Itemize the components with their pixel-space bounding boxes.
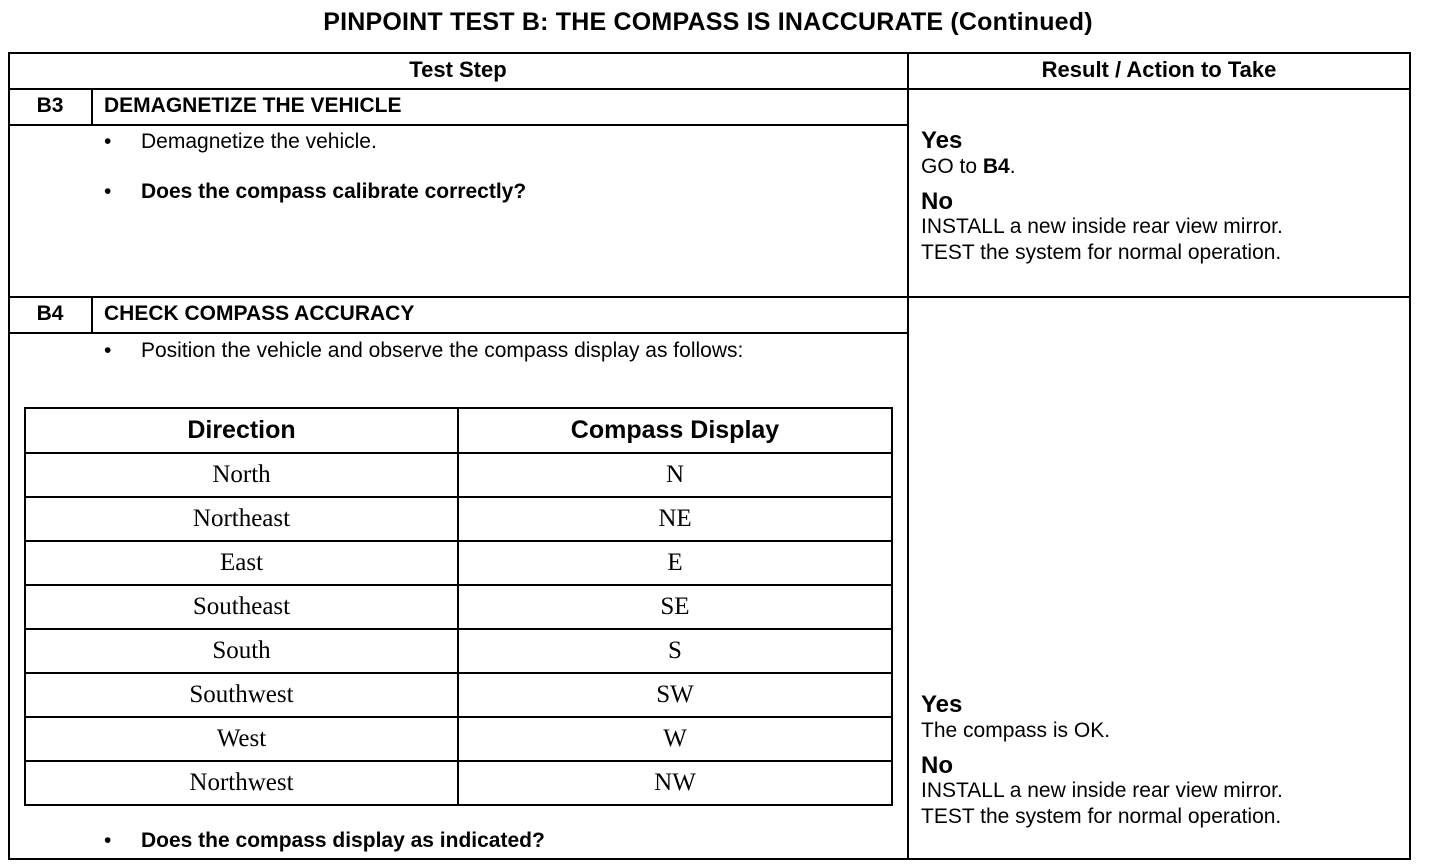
table-row xyxy=(25,717,892,761)
step-divider xyxy=(8,296,1411,298)
table-row xyxy=(25,585,892,629)
direction-cell: East xyxy=(25,541,458,585)
b3-title-divider xyxy=(8,124,909,126)
page-title: PINPOINT TEST B: THE COMPASS IS INACCURATE (Continued) xyxy=(323,8,1093,36)
direction-cell: Southeast xyxy=(25,585,458,629)
b4-yes-label: Yes xyxy=(921,691,963,718)
bullet-text: Demagnetize the vehicle. xyxy=(141,130,377,153)
b4-no-action-1: INSTALL a new inside rear view mirror. xyxy=(921,779,1283,802)
display-cell: E xyxy=(458,541,892,585)
yes-action-ref: B4 xyxy=(982,155,1010,178)
display-cell: SW xyxy=(458,673,892,717)
b3-yes-action xyxy=(921,154,1016,180)
display-cell: N xyxy=(458,453,892,497)
direction-table xyxy=(24,407,893,806)
step-b3-id: B3 xyxy=(36,94,64,117)
question-text: Does the compass calibrate correctly? xyxy=(141,180,527,203)
table-row xyxy=(25,629,892,673)
table-row xyxy=(25,453,892,497)
bullet-icon: • xyxy=(104,130,112,153)
direction-cell: Southwest xyxy=(25,673,458,717)
direction-cell: Northeast xyxy=(25,497,458,541)
table-row xyxy=(25,541,892,585)
b4-yes-action: The compass is OK. xyxy=(921,719,1111,742)
header-result-action: Result / Action to Take xyxy=(1041,57,1277,82)
border-right xyxy=(1409,52,1411,860)
bullet-icon: • xyxy=(104,829,112,852)
display-cell: SE xyxy=(458,585,892,629)
column-header-direction: Direction xyxy=(25,408,458,453)
yes-action-prefix: GO to xyxy=(921,155,983,178)
b4-title-divider xyxy=(8,332,909,334)
header-test-step: Test Step xyxy=(409,57,507,82)
step-b4-title: CHECK COMPASS ACCURACY xyxy=(104,302,415,325)
display-cell: NE xyxy=(458,497,892,541)
direction-cell: Northwest xyxy=(25,761,458,805)
yes-action-suffix: . xyxy=(1009,155,1016,178)
direction-cell: South xyxy=(25,629,458,673)
border-bottom xyxy=(8,858,1411,860)
table-row xyxy=(25,497,892,541)
border-top xyxy=(8,52,1411,54)
direction-cell: West xyxy=(25,717,458,761)
b3-no-action-2: TEST the system for normal operation. xyxy=(921,241,1282,264)
b3-yes-label: Yes xyxy=(921,127,963,154)
border-left xyxy=(8,52,10,860)
display-cell: NW xyxy=(458,761,892,805)
column-header-compass-display: Compass Display xyxy=(458,408,892,453)
direction-cell: North xyxy=(25,453,458,497)
table-header-row xyxy=(25,408,892,453)
b3-no-label: No xyxy=(921,188,953,215)
column-divider xyxy=(907,52,909,860)
display-cell: S xyxy=(458,629,892,673)
step-b3-title: DEMAGNETIZE THE VEHICLE xyxy=(104,94,402,117)
bullet-icon: • xyxy=(104,180,112,203)
question-text: Does the compass display as indicated? xyxy=(141,829,545,852)
table-row xyxy=(25,761,892,805)
b4-no-action-2: TEST the system for normal operation. xyxy=(921,805,1282,828)
bullet-text: Position the vehicle and observe the compass display as follows: xyxy=(141,339,744,362)
b4-no-label: No xyxy=(921,752,953,779)
header-divider xyxy=(8,88,1411,90)
table-row xyxy=(25,673,892,717)
b3-no-action-1: INSTALL a new inside rear view mirror. xyxy=(921,215,1283,238)
step-b4-id: B4 xyxy=(36,302,64,325)
bullet-icon: • xyxy=(104,339,112,362)
display-cell: W xyxy=(458,717,892,761)
